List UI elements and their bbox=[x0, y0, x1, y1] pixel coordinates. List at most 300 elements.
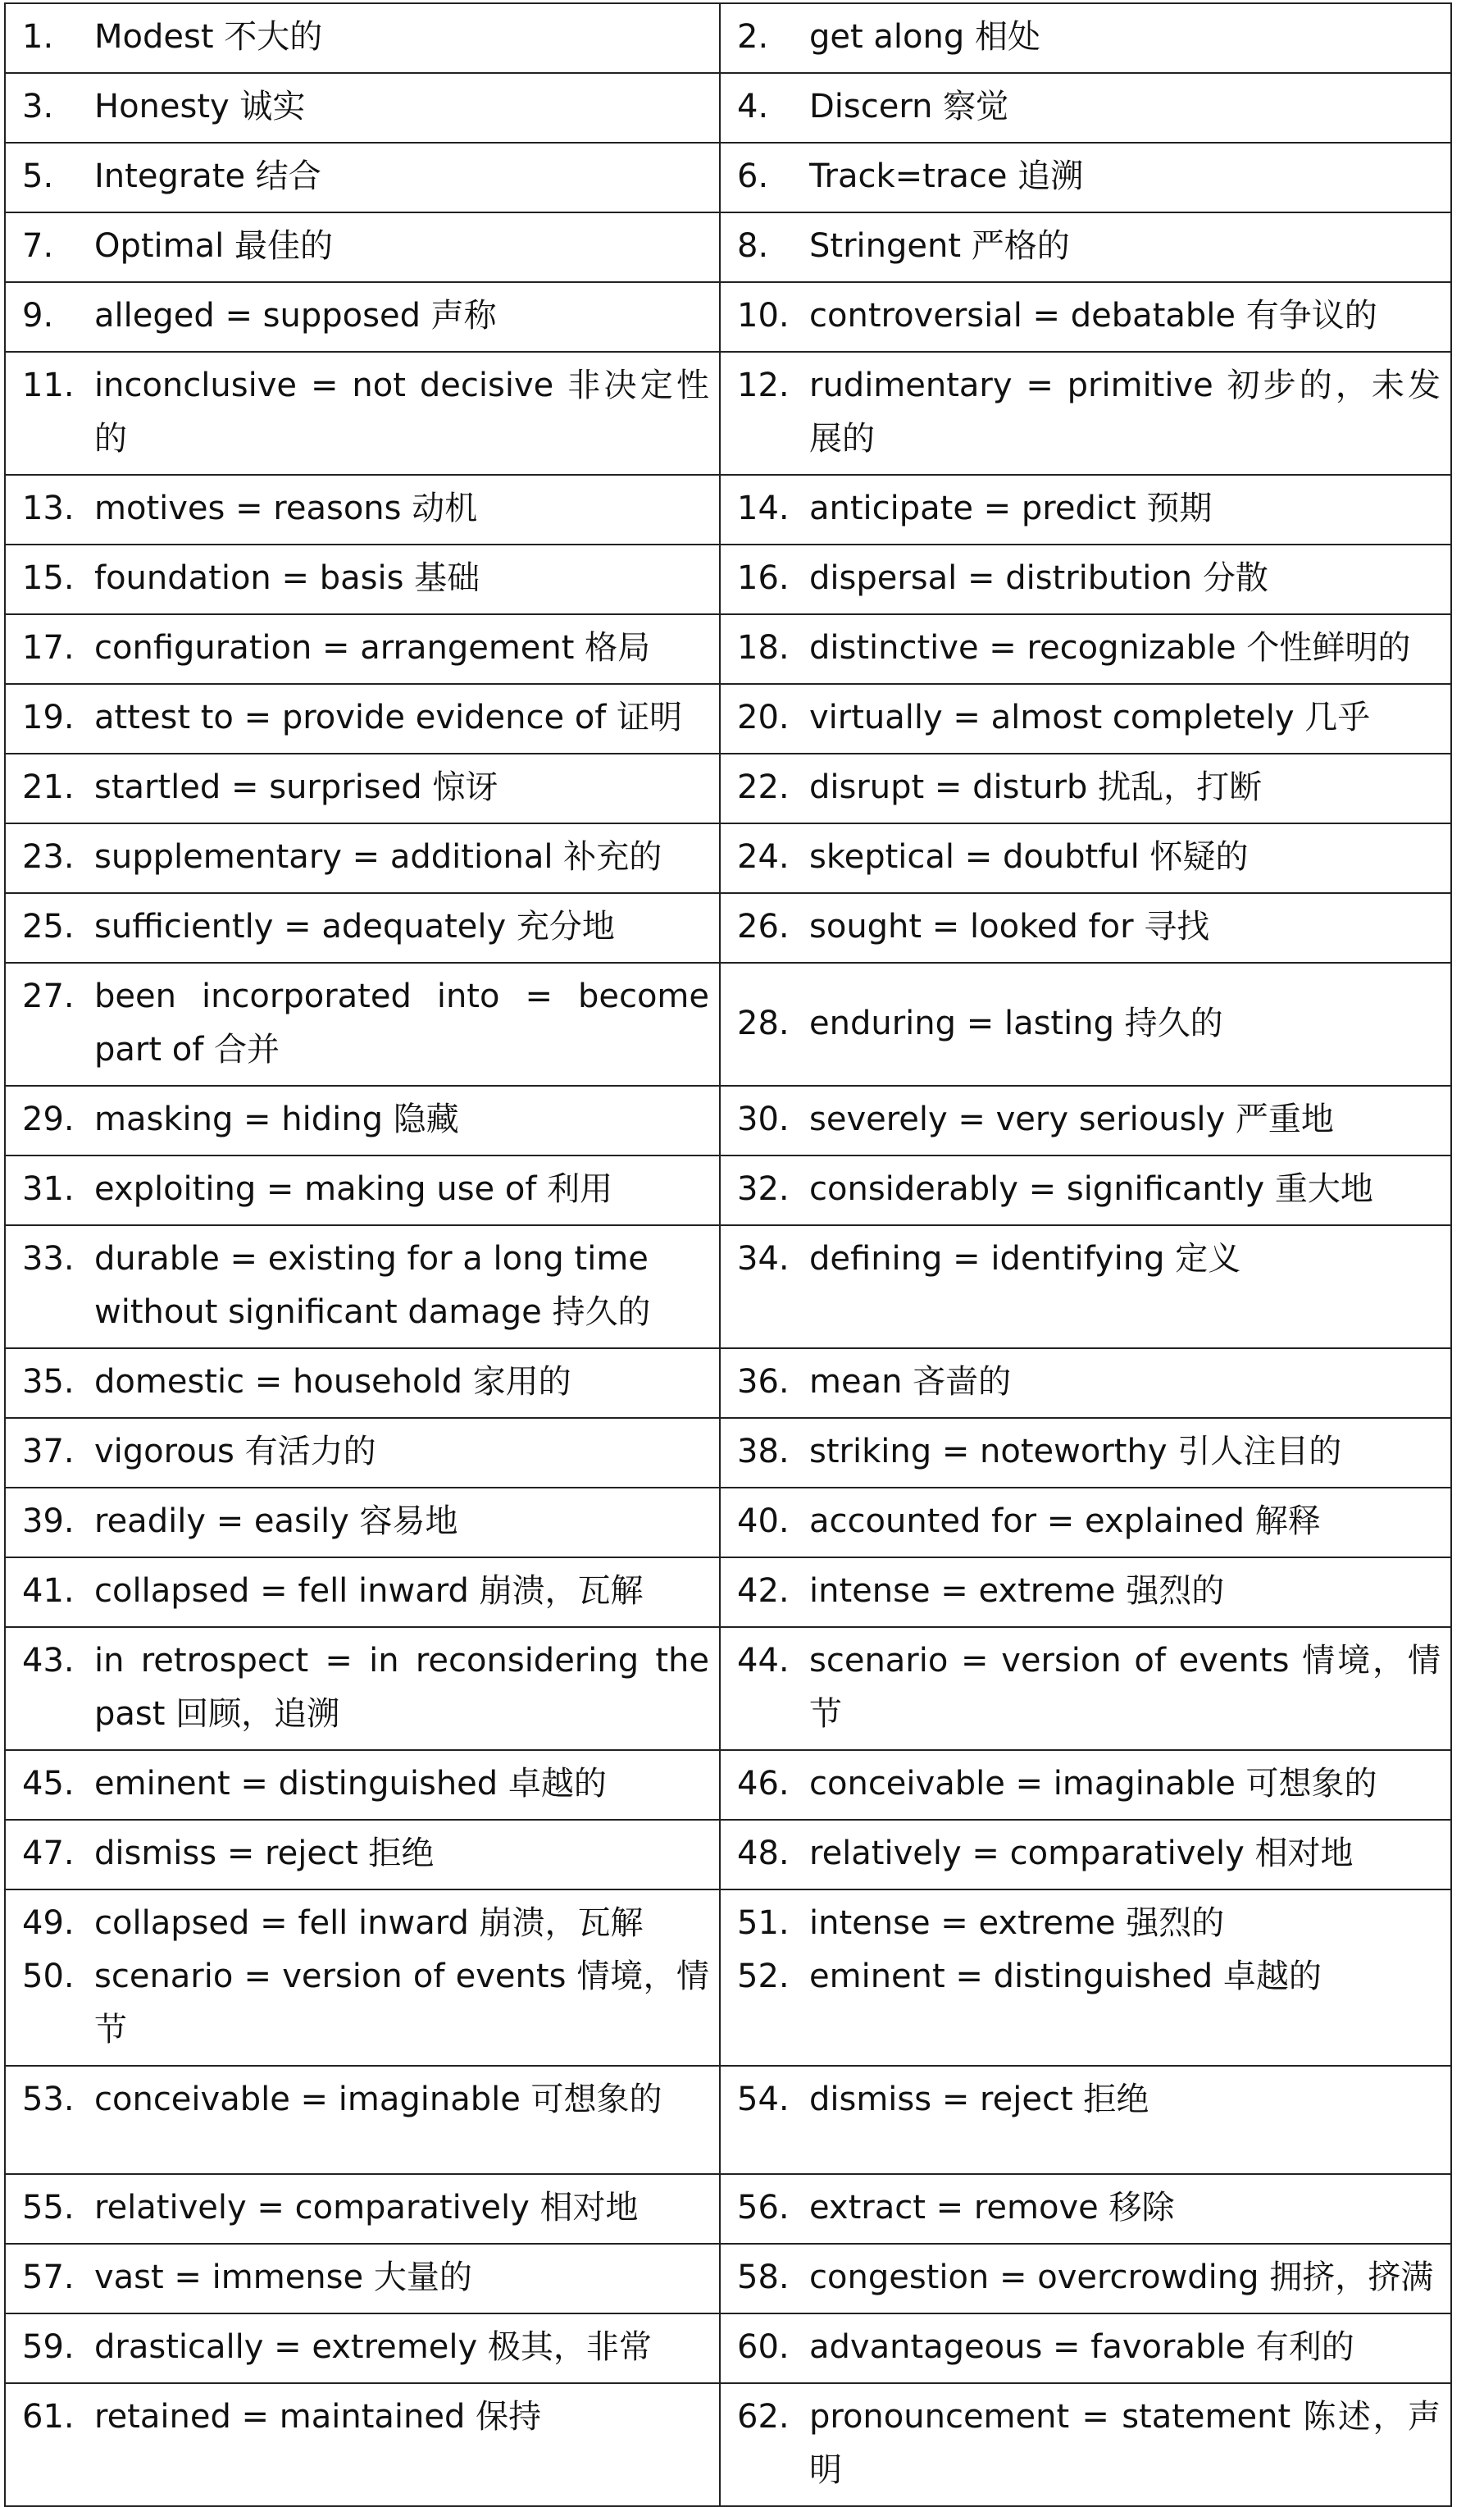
entry-number: 42. bbox=[737, 1572, 790, 1610]
vocab-entry bbox=[737, 2251, 1441, 2304]
entry-text bbox=[809, 1163, 1441, 1216]
right-cell bbox=[720, 1225, 1451, 1348]
entry-number: 11. bbox=[22, 367, 75, 404]
entry-definition: rudimentary = primitive 初步的，未发展的 bbox=[809, 367, 1441, 458]
entry-text bbox=[809, 1425, 1441, 1479]
vocab-entry bbox=[22, 2181, 709, 2235]
entry-number: 52. bbox=[737, 1958, 790, 1995]
entry-definition: configuration = arrangement 格局 bbox=[94, 629, 651, 667]
entry-definition: striking = noteworthy 引人注目的 bbox=[809, 1433, 1342, 1470]
entry-number: 62. bbox=[737, 2398, 790, 2436]
entry-number: 24. bbox=[737, 838, 790, 876]
left-cell bbox=[5, 1627, 720, 1750]
entry-number: 8. bbox=[737, 227, 769, 265]
entry-text bbox=[809, 2391, 1441, 2497]
entry-definition: dismiss = reject 拒绝 bbox=[94, 1835, 435, 1872]
vocab-entry bbox=[22, 359, 709, 466]
table-row bbox=[5, 73, 1451, 143]
entry-number: 7. bbox=[22, 227, 54, 265]
entry-text bbox=[809, 11, 1441, 64]
entry-number: 9. bbox=[22, 297, 54, 335]
table-row bbox=[5, 2066, 1451, 2174]
entry-number: 20. bbox=[737, 699, 790, 736]
table-row bbox=[5, 143, 1451, 212]
entry-number: 10. bbox=[737, 297, 790, 335]
entry-number: 1. bbox=[22, 18, 54, 56]
entry-text bbox=[809, 2321, 1441, 2374]
left-cell bbox=[5, 684, 720, 754]
right-cell bbox=[720, 684, 1451, 754]
entry-text bbox=[94, 1093, 709, 1146]
entry-definition: supplementary = additional 补充的 bbox=[94, 838, 662, 876]
right-cell bbox=[720, 1750, 1451, 1820]
entry-text bbox=[94, 691, 709, 745]
entry-definition: durable = existing for a long time bbox=[94, 1240, 649, 1278]
entry-text bbox=[809, 761, 1441, 814]
entry-text bbox=[94, 11, 709, 64]
entry-text bbox=[94, 1565, 709, 1618]
entry-definition: conceivable = imaginable 可想象的 bbox=[94, 2081, 662, 2118]
left-cell bbox=[5, 1348, 720, 1418]
entry-text bbox=[809, 552, 1441, 605]
entry-text bbox=[94, 2073, 709, 2126]
left-cell bbox=[5, 1557, 720, 1627]
entry-definition: Discern 察觉 bbox=[809, 88, 1009, 125]
entry-number: 48. bbox=[737, 1835, 790, 1872]
vocab-entry bbox=[737, 1827, 1441, 1880]
entry-text bbox=[809, 1897, 1441, 1950]
entry-number: 2. bbox=[737, 18, 769, 56]
entry-definition: dismiss = reject 拒绝 bbox=[809, 2081, 1149, 2118]
entry-number: 60. bbox=[737, 2328, 790, 2366]
entry-number: 56. bbox=[737, 2189, 790, 2227]
right-cell bbox=[720, 143, 1451, 212]
entry-text bbox=[809, 2251, 1441, 2304]
entry-number: 55. bbox=[22, 2189, 75, 2227]
entry-definition: enduring = lasting 持久的 bbox=[809, 1004, 1223, 1042]
left-cell bbox=[5, 1750, 720, 1820]
entry-definition: advantageous = favorable 有利的 bbox=[809, 2328, 1354, 2366]
vocab-entry bbox=[737, 1950, 1441, 2003]
right-cell bbox=[720, 1348, 1451, 1418]
right-cell bbox=[720, 1488, 1451, 1557]
entry-number: 51. bbox=[737, 1904, 790, 1942]
entry-number: 19. bbox=[22, 699, 75, 736]
entry-number: 59. bbox=[22, 2328, 75, 2366]
entry-text bbox=[94, 552, 709, 605]
vocab-entry bbox=[737, 900, 1441, 954]
left-cell bbox=[5, 893, 720, 963]
entry-definition: defining = identifying 定义 bbox=[809, 1240, 1241, 1278]
vocab-entry bbox=[737, 997, 1441, 1051]
entry-text bbox=[94, 289, 709, 343]
vocab-entry bbox=[22, 2321, 709, 2374]
entry-definition: retained = maintained 保持 bbox=[94, 2398, 542, 2436]
table-row bbox=[5, 1418, 1451, 1488]
entry-text bbox=[94, 220, 709, 273]
entry-definition: sufficiently = adequately 充分地 bbox=[94, 908, 615, 946]
table-row bbox=[5, 545, 1451, 614]
entry-text bbox=[809, 900, 1441, 954]
vocab-entry bbox=[737, 2181, 1441, 2235]
entry-number: 30. bbox=[737, 1101, 790, 1138]
entry-number: 13. bbox=[22, 490, 75, 527]
left-cell bbox=[5, 143, 720, 212]
entry-definition: skeptical = doubtful 怀疑的 bbox=[809, 838, 1249, 876]
entry-definition: Modest 不大的 bbox=[94, 18, 323, 56]
vocab-entry bbox=[737, 1356, 1441, 1409]
entry-text bbox=[809, 1495, 1441, 1548]
entry-number: 40. bbox=[737, 1502, 790, 1540]
vocab-entry bbox=[737, 552, 1441, 605]
entry-number: 46. bbox=[737, 1765, 790, 1803]
vocab-entry bbox=[22, 1356, 709, 1409]
vocab-entry bbox=[737, 1757, 1441, 1811]
entry-definition: scenario = version of events 情境，情节 bbox=[94, 1958, 709, 2049]
entry-text bbox=[809, 1827, 1441, 1880]
entry-definition: Stringent 严格的 bbox=[809, 227, 1070, 265]
vocab-entry bbox=[22, 1565, 709, 1618]
right-cell bbox=[720, 1557, 1451, 1627]
entry-number: 57. bbox=[22, 2259, 75, 2296]
entry-definition: Honesty 诚实 bbox=[94, 88, 306, 125]
entry-text bbox=[94, 1425, 709, 1479]
entry-number: 45. bbox=[22, 1765, 75, 1803]
entry-definition: intense = extreme 强烈的 bbox=[809, 1904, 1225, 1942]
entry-text bbox=[809, 1634, 1441, 1741]
entry-text bbox=[94, 1356, 709, 1409]
entry-text bbox=[94, 482, 709, 536]
table-row bbox=[5, 352, 1451, 475]
table-row bbox=[5, 282, 1451, 352]
entry-definition: intense = extreme 强烈的 bbox=[809, 1572, 1225, 1610]
vocab-entry bbox=[737, 1565, 1441, 1618]
entry-definition: collapsed = fell inward 崩溃，瓦解 bbox=[94, 1904, 644, 1942]
right-cell bbox=[720, 545, 1451, 614]
entry-definition: anticipate = predict 预期 bbox=[809, 490, 1213, 527]
entry-text bbox=[809, 831, 1441, 884]
entry-text bbox=[809, 1565, 1441, 1618]
table-row bbox=[5, 1557, 1451, 1627]
table-row bbox=[5, 3, 1451, 73]
entry-text bbox=[94, 1233, 709, 1339]
vocab-entry bbox=[22, 1093, 709, 1146]
vocab-entry bbox=[737, 289, 1441, 343]
table-row bbox=[5, 754, 1451, 823]
vocab-entry bbox=[22, 80, 709, 134]
vocab-entry bbox=[22, 2391, 709, 2444]
entry-number: 49. bbox=[22, 1904, 75, 1942]
table-row bbox=[5, 1889, 1451, 2066]
left-cell bbox=[5, 2066, 720, 2174]
entry-text bbox=[94, 2251, 709, 2304]
entry-text bbox=[809, 289, 1441, 343]
left-cell bbox=[5, 754, 720, 823]
vocab-entry bbox=[22, 1897, 709, 1950]
left-cell bbox=[5, 2383, 720, 2506]
entry-definition: drastically = extremely 极其，非常 bbox=[94, 2328, 652, 2366]
left-cell bbox=[5, 1889, 720, 2066]
vocab-entry bbox=[22, 761, 709, 814]
entry-text bbox=[809, 1757, 1441, 1811]
entry-text bbox=[94, 1163, 709, 1216]
table-row bbox=[5, 1488, 1451, 1557]
vocab-entry bbox=[22, 622, 709, 675]
entry-definition: inconclusive = not decisive 非决定性的 bbox=[94, 367, 709, 458]
vocab-entry bbox=[737, 1897, 1441, 1950]
entry-text bbox=[94, 970, 709, 1077]
right-cell bbox=[720, 1627, 1451, 1750]
table-row bbox=[5, 1155, 1451, 1225]
vocab-entry bbox=[737, 2391, 1441, 2497]
entry-definition: attest to = provide evidence of 证明 bbox=[94, 699, 683, 736]
entry-number: 36. bbox=[737, 1363, 790, 1401]
table-row bbox=[5, 2244, 1451, 2313]
entry-text bbox=[94, 80, 709, 134]
left-cell bbox=[5, 1086, 720, 1155]
table-row bbox=[5, 1086, 1451, 1155]
table-row bbox=[5, 1225, 1451, 1348]
entry-number: 3. bbox=[22, 88, 54, 125]
vocab-entry bbox=[22, 2251, 709, 2304]
entry-definition: been incorporated into = become part of 合并 bbox=[94, 978, 709, 1069]
right-cell bbox=[720, 73, 1451, 143]
entry-definition: sought = looked for 寻找 bbox=[809, 908, 1210, 946]
vocab-entry bbox=[22, 1757, 709, 1811]
right-cell bbox=[720, 1889, 1451, 2066]
vocab-entry bbox=[737, 80, 1441, 134]
table-row bbox=[5, 1348, 1451, 1418]
entry-number: 34. bbox=[737, 1240, 790, 1278]
left-cell bbox=[5, 1225, 720, 1348]
entry-definition: eminent = distinguished 卓越的 bbox=[94, 1765, 607, 1803]
vocab-entry bbox=[737, 220, 1441, 273]
entry-number: 6. bbox=[737, 157, 769, 195]
table-row bbox=[5, 2174, 1451, 2244]
vocab-entry bbox=[22, 150, 709, 203]
entry-text bbox=[809, 80, 1441, 134]
left-cell bbox=[5, 1418, 720, 1488]
table-row bbox=[5, 684, 1451, 754]
entry-definition: motives = reasons 动机 bbox=[94, 490, 478, 527]
entry-number: 53. bbox=[22, 2081, 75, 2118]
vocab-entry bbox=[737, 2073, 1441, 2126]
entry-definition: virtually = almost completely 几乎 bbox=[809, 699, 1371, 736]
vocab-entry bbox=[22, 2073, 709, 2126]
vocab-entry bbox=[22, 691, 709, 745]
vocab-entry bbox=[22, 970, 709, 1077]
entry-definition: congestion = overcrowding 拥挤，挤满 bbox=[809, 2259, 1434, 2296]
left-cell bbox=[5, 614, 720, 684]
entry-definition: foundation = basis 基础 bbox=[94, 559, 480, 597]
entry-text bbox=[94, 150, 709, 203]
vocab-entry bbox=[737, 691, 1441, 745]
vocab-entry bbox=[737, 1425, 1441, 1479]
vocab-entry bbox=[22, 1634, 709, 1741]
entry-number: 61. bbox=[22, 2398, 75, 2436]
vocab-entry bbox=[737, 1495, 1441, 1548]
entry-number: 50. bbox=[22, 1958, 75, 1995]
vocab-entry bbox=[22, 482, 709, 536]
entry-text bbox=[94, 900, 709, 954]
entry-number: 4. bbox=[737, 88, 769, 125]
entry-definition: pronouncement = statement 陈述，声明 bbox=[809, 2398, 1441, 2489]
right-cell bbox=[720, 3, 1451, 73]
entry-text bbox=[809, 150, 1441, 203]
entry-text bbox=[94, 1757, 709, 1811]
right-cell bbox=[720, 893, 1451, 963]
right-cell bbox=[720, 1086, 1451, 1155]
entry-text bbox=[94, 622, 709, 675]
left-cell bbox=[5, 1488, 720, 1557]
entry-definition: get along 相处 bbox=[809, 18, 1040, 56]
entry-number: 33. bbox=[22, 1240, 75, 1278]
entry-text bbox=[809, 482, 1441, 536]
vocab-entry bbox=[737, 2321, 1441, 2374]
vocab-entry bbox=[737, 1093, 1441, 1146]
table-row bbox=[5, 823, 1451, 893]
vocab-entry bbox=[737, 11, 1441, 64]
table-row bbox=[5, 614, 1451, 684]
entry-number: 21. bbox=[22, 768, 75, 806]
vocab-entry bbox=[22, 900, 709, 954]
entry-definition: in retrospect = in reconsidering the past 回顾，追溯 bbox=[94, 1642, 709, 1733]
entry-text bbox=[94, 1827, 709, 1880]
right-cell bbox=[720, 1418, 1451, 1488]
left-cell bbox=[5, 3, 720, 73]
entry-text bbox=[809, 2073, 1441, 2126]
entry-number: 18. bbox=[737, 629, 790, 667]
entry-number: 29. bbox=[22, 1101, 75, 1138]
left-cell bbox=[5, 73, 720, 143]
left-cell bbox=[5, 963, 720, 1086]
entry-number: 14. bbox=[737, 490, 790, 527]
entry-number: 39. bbox=[22, 1502, 75, 1540]
entry-text bbox=[94, 2181, 709, 2235]
entry-definition: vast = immense 大量的 bbox=[94, 2259, 472, 2296]
entry-text bbox=[94, 1495, 709, 1548]
left-cell bbox=[5, 2174, 720, 2244]
entry-text bbox=[94, 831, 709, 884]
table-row bbox=[5, 2313, 1451, 2383]
entry-definition: extract = remove 移除 bbox=[809, 2189, 1175, 2227]
entry-definition: mean 吝啬的 bbox=[809, 1363, 1012, 1401]
left-cell bbox=[5, 1155, 720, 1225]
vocab-entry bbox=[737, 622, 1441, 675]
vocab-entry bbox=[22, 11, 709, 64]
entry-definition: accounted for = explained 解释 bbox=[809, 1502, 1321, 1540]
entry-number: 15. bbox=[22, 559, 75, 597]
entry-definition: disrupt = disturb 扰乱，打断 bbox=[809, 768, 1263, 806]
entry-number: 47. bbox=[22, 1835, 75, 1872]
entry-definition: startled = surprised 惊讶 bbox=[94, 768, 498, 806]
entry-text bbox=[94, 1897, 709, 1950]
table-row bbox=[5, 963, 1451, 1086]
entry-definition: alleged = supposed 声称 bbox=[94, 297, 497, 335]
vocabulary-table bbox=[4, 2, 1452, 2507]
vocab-entry bbox=[737, 1233, 1441, 1286]
vocab-entry bbox=[22, 1163, 709, 1216]
entry-number: 22. bbox=[737, 768, 790, 806]
entry-number: 43. bbox=[22, 1642, 75, 1680]
entry-definition: scenario = version of events 情境，情节 bbox=[809, 1642, 1441, 1733]
entry-number: 25. bbox=[22, 908, 75, 946]
right-cell bbox=[720, 823, 1451, 893]
table-row bbox=[5, 212, 1451, 282]
table-row bbox=[5, 1750, 1451, 1820]
vocab-entry bbox=[737, 1163, 1441, 1216]
entry-number: 41. bbox=[22, 1572, 75, 1610]
vocab-entry bbox=[22, 1425, 709, 1479]
entry-text bbox=[94, 2321, 709, 2374]
entry-text bbox=[809, 220, 1441, 273]
right-cell bbox=[720, 352, 1451, 475]
left-cell bbox=[5, 2244, 720, 2313]
entry-text bbox=[94, 359, 709, 466]
left-cell bbox=[5, 1820, 720, 1889]
vocab-entry bbox=[737, 482, 1441, 536]
entry-number: 12. bbox=[737, 367, 790, 404]
entry-text bbox=[94, 761, 709, 814]
vocab-entry bbox=[22, 831, 709, 884]
entry-definition: Integrate 结合 bbox=[94, 157, 321, 195]
entry-definition: distinctive = recognizable 个性鲜明的 bbox=[809, 629, 1411, 667]
entry-definition: domestic = household 家用的 bbox=[94, 1363, 571, 1401]
right-cell bbox=[720, 963, 1451, 1086]
vocab-entry bbox=[737, 1634, 1441, 1741]
entry-definition: Optimal 最佳的 bbox=[94, 227, 333, 265]
entry-definition: severely = very seriously 严重地 bbox=[809, 1101, 1334, 1138]
entry-definition: exploiting = making use of 利用 bbox=[94, 1170, 613, 1208]
entry-text bbox=[809, 1093, 1441, 1146]
left-cell bbox=[5, 212, 720, 282]
vocab-entry bbox=[22, 289, 709, 343]
right-cell bbox=[720, 282, 1451, 352]
entry-number: 28. bbox=[737, 1004, 790, 1042]
vocab-entry bbox=[22, 1495, 709, 1548]
entry-definition: relatively = comparatively 相对地 bbox=[94, 2189, 639, 2227]
table-row bbox=[5, 893, 1451, 963]
entry-definition: vigorous 有活力的 bbox=[94, 1433, 376, 1470]
vocab-entry bbox=[22, 220, 709, 273]
entry-number: 27. bbox=[22, 978, 75, 1015]
entry-number: 44. bbox=[737, 1642, 790, 1680]
left-cell bbox=[5, 352, 720, 475]
entry-definition: relatively = comparatively 相对地 bbox=[809, 1835, 1354, 1872]
right-cell bbox=[720, 2383, 1451, 2506]
table-row bbox=[5, 1820, 1451, 1889]
entry-definition: considerably = significantly 重大地 bbox=[809, 1170, 1373, 1208]
entry-number: 37. bbox=[22, 1433, 75, 1470]
vocab-entry bbox=[737, 359, 1441, 466]
entry-text bbox=[94, 1634, 709, 1741]
entry-number: 54. bbox=[737, 2081, 790, 2118]
right-cell bbox=[720, 2244, 1451, 2313]
entry-number: 31. bbox=[22, 1170, 75, 1208]
right-cell bbox=[720, 475, 1451, 545]
right-cell bbox=[720, 2174, 1451, 2244]
vocab-entry bbox=[22, 552, 709, 605]
vocab-entry bbox=[737, 150, 1441, 203]
right-cell bbox=[720, 754, 1451, 823]
entry-definition-continued: without significant damage 持久的 bbox=[94, 1293, 651, 1331]
entry-definition: masking = hiding 隐藏 bbox=[94, 1101, 459, 1138]
entry-number: 16. bbox=[737, 559, 790, 597]
left-cell bbox=[5, 2313, 720, 2383]
vocab-entry bbox=[737, 761, 1441, 814]
vocab-entry bbox=[22, 1233, 709, 1339]
right-cell bbox=[720, 212, 1451, 282]
